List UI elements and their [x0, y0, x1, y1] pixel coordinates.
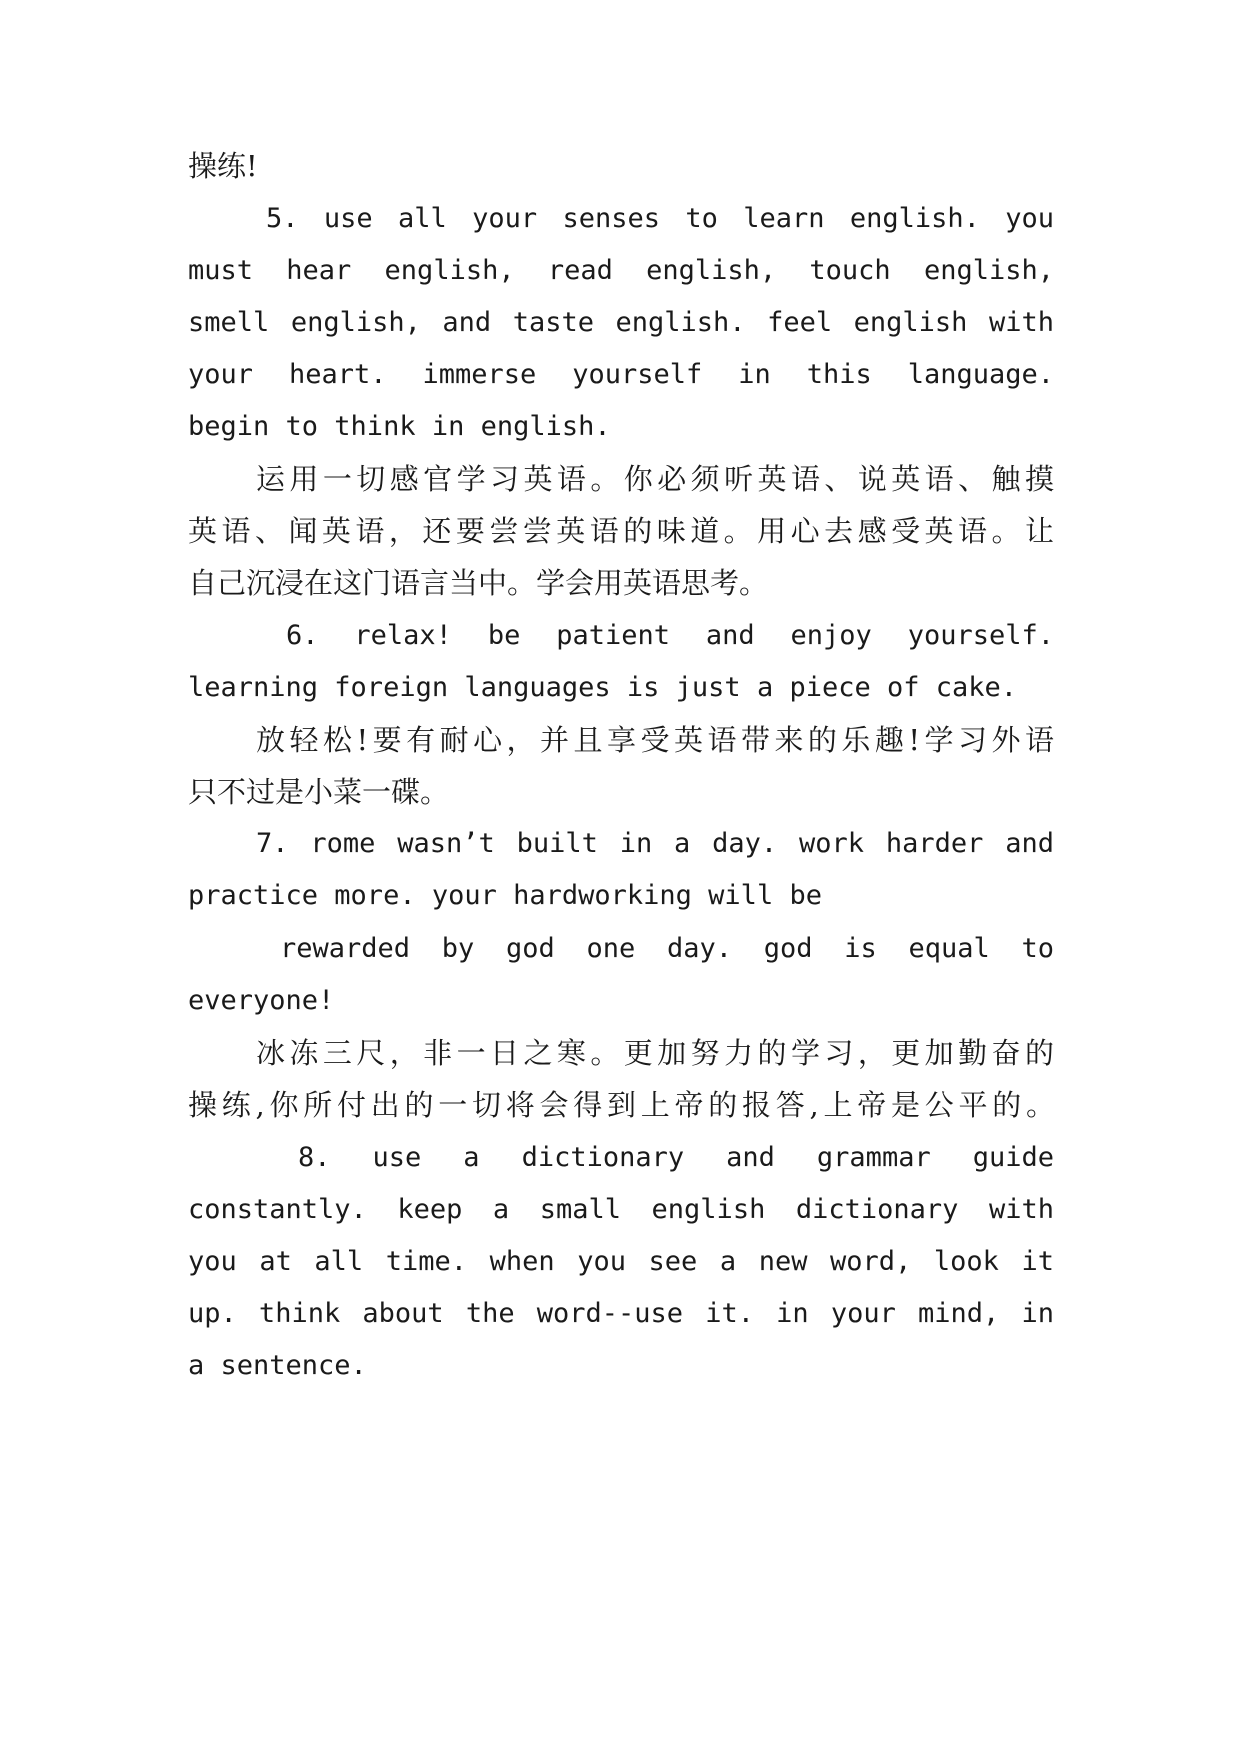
text-line: 英语、闻英语，还要尝尝英语的味道。用心去感受英语。让	[188, 514, 1054, 548]
text-line: 操练!	[188, 149, 258, 183]
text-line: 冰冻三尺，非一日之寒。更加努力的学习，更加勤奋的	[256, 1036, 1054, 1070]
text-line: up. think about the word--use it. in your mind, in	[188, 1298, 1054, 1329]
text-line: 放轻松!要有耐心，并且享受英语带来的乐趣!学习外语	[256, 723, 1054, 757]
text-line: learning foreign languages is just a piece of cake.	[188, 672, 1018, 703]
text-line: 5. use all your senses to learn english. you	[266, 203, 1054, 234]
text-line: 操练,你所付出的一切将会得到上帝的报答,上帝是公平的。	[188, 1088, 1054, 1122]
text-line: 运用一切感官学习英语。你必须听英语、说英语、触摸	[256, 462, 1054, 496]
text-line: practice more. your hardworking will be	[188, 880, 822, 911]
text-line: a sentence.	[188, 1350, 367, 1381]
text-line: 7. rome wasn’t built in a day. work harder and	[256, 828, 1054, 859]
text-line: smell english, and taste english. feel english with	[188, 307, 1054, 338]
text-line: everyone!	[188, 985, 335, 1016]
text-line: rewarded by god one day. god is equal to	[280, 933, 1054, 964]
text-line: your heart. immerse yourself in this language.	[188, 359, 1054, 390]
text-line: 6. relax! be patient and enjoy yourself.	[286, 620, 1054, 651]
text-line: you at all time. when you see a new word, look it	[188, 1246, 1054, 1277]
text-line: constantly. keep a small english dictionary with	[188, 1194, 1054, 1225]
text-line: 只不过是小菜一碟。	[188, 775, 450, 809]
text-line: must hear english, read english, touch english,	[188, 255, 1054, 286]
text-line: begin to think in english.	[188, 411, 611, 442]
text-line: 自己沉浸在这门语言当中。学会用英语思考。	[188, 566, 769, 600]
text-line: 8. use a dictionary and grammar guide	[298, 1142, 1054, 1173]
